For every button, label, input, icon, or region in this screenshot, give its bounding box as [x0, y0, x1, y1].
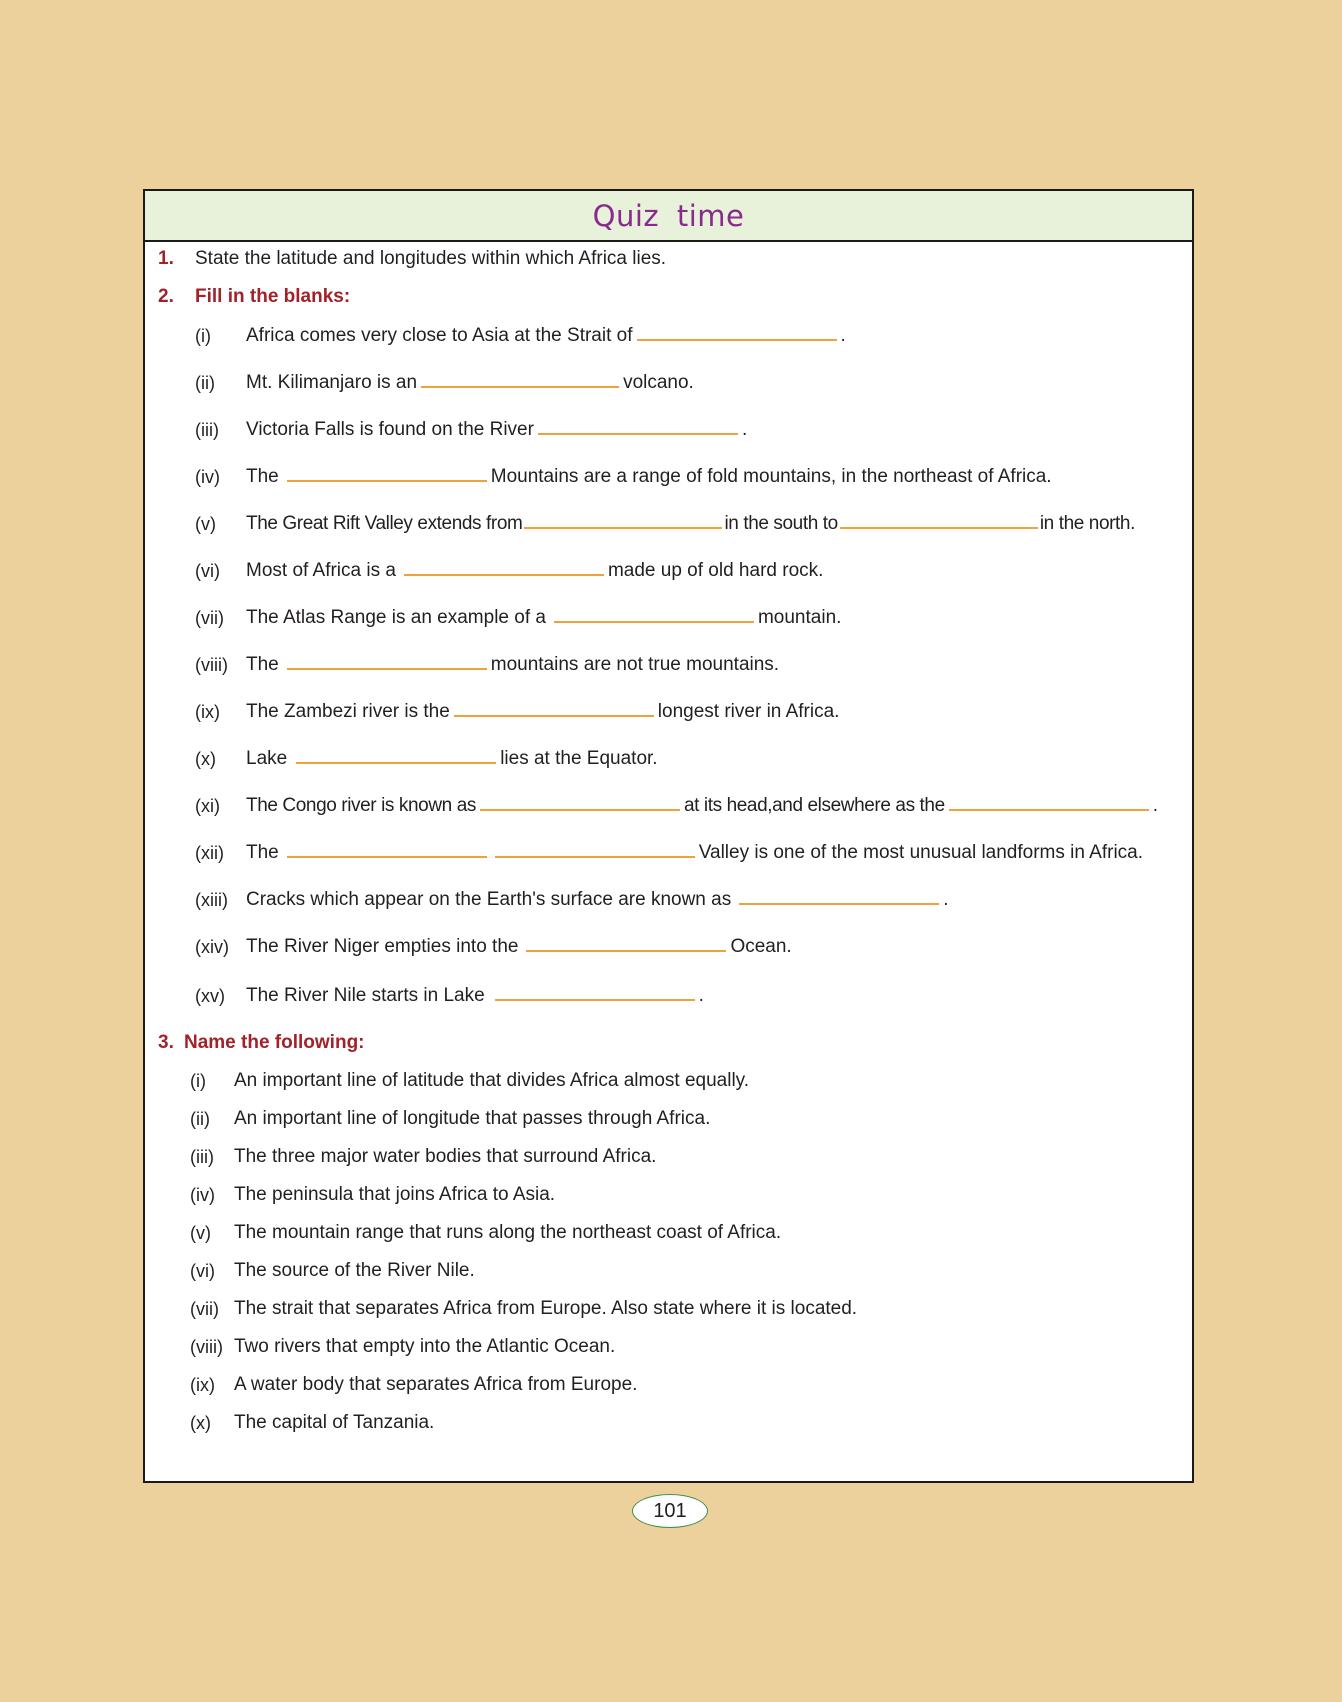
- fb-item: Africa comes very close to Asia at the Strait of .: [246, 325, 846, 346]
- fb-roman: (xiii): [195, 890, 228, 910]
- fb-roman: (iv): [195, 467, 220, 487]
- nf-item: An important line of longitude that passes through Africa.: [234, 1108, 711, 1129]
- quiz-title: Quiz time: [592, 198, 745, 233]
- fb-roman: (x): [195, 749, 216, 769]
- fb-item: Most of Africa is a made up of old hard rock.: [246, 560, 824, 581]
- fb-item: The Great Rift Valley extends from in the south to in the north.: [246, 513, 1135, 534]
- fb-roman: (ix): [195, 702, 220, 722]
- fb-item: The Congo river is known as at its head,and elsewhere as the .: [246, 795, 1158, 816]
- blank-line[interactable]: [287, 652, 487, 670]
- nf-item: The capital of Tanzania.: [234, 1412, 435, 1433]
- blank-line[interactable]: [554, 605, 754, 623]
- fb-item: The Valley is one of the most unusual landforms in Africa.: [246, 842, 1144, 863]
- fb-roman: (vi): [195, 561, 220, 581]
- nf-roman: (iv): [190, 1185, 215, 1205]
- blank-line[interactable]: [296, 746, 496, 764]
- blank-line[interactable]: [739, 887, 939, 905]
- quiz-content: [145, 242, 1192, 1481]
- nf-item: The strait that separates Africa from Europe. Also state where it is located.: [234, 1298, 858, 1319]
- q3-heading: Name the following:: [184, 1032, 365, 1053]
- nf-roman: (i): [190, 1071, 206, 1091]
- blank-line[interactable]: [538, 417, 738, 435]
- fb-roman: (ii): [195, 373, 215, 393]
- fb-roman: (vii): [195, 608, 224, 628]
- blank-line[interactable]: [454, 699, 654, 717]
- blank-line[interactable]: [840, 511, 1038, 529]
- nf-item: The three major water bodies that surround Africa.: [234, 1146, 657, 1167]
- blank-line[interactable]: [421, 370, 619, 388]
- quiz-box: [143, 189, 1194, 1483]
- nf-item: Two rivers that empty into the Atlantic Ocean.: [234, 1336, 616, 1357]
- fb-roman: (xiv): [195, 937, 229, 957]
- nf-roman: (x): [190, 1413, 211, 1433]
- quiz-header: [145, 191, 1192, 242]
- fb-roman: (iii): [195, 420, 219, 440]
- fb-item: The mountains are not true mountains.: [246, 654, 780, 675]
- nf-roman: (v): [190, 1223, 211, 1243]
- nf-item: A water body that separates Africa from Europe.: [234, 1374, 638, 1395]
- blank-line[interactable]: [495, 840, 695, 858]
- nf-roman: (vii): [190, 1299, 219, 1319]
- blank-line[interactable]: [949, 793, 1149, 811]
- q1-number: 1.: [158, 248, 174, 269]
- q2-heading: Fill in the blanks:: [195, 286, 351, 307]
- fb-roman: (xv): [195, 986, 225, 1006]
- nf-roman: (vi): [190, 1261, 215, 1281]
- fb-item: The Mountains are a range of fold mountains, in the northeast of Africa.: [246, 466, 1052, 487]
- page-number: 101: [632, 1494, 708, 1528]
- fb-roman: (v): [195, 514, 216, 534]
- fb-roman: (i): [195, 326, 211, 346]
- blank-line[interactable]: [526, 934, 726, 952]
- nf-roman: (viii): [190, 1337, 223, 1357]
- blank-line[interactable]: [495, 983, 695, 1001]
- fb-item: Mt. Kilimanjaro is an volcano.: [246, 372, 694, 393]
- nf-item: The peninsula that joins Africa to Asia.: [234, 1184, 556, 1205]
- nf-item: The mountain range that runs along the northeast coast of Africa.: [234, 1222, 782, 1243]
- q1-text: State the latitude and longitudes within which Africa lies.: [195, 248, 667, 269]
- fb-roman: (xi): [195, 796, 220, 816]
- nf-item: The source of the River Nile.: [234, 1260, 475, 1281]
- fb-item: Lake lies at the Equator.: [246, 748, 658, 769]
- q2-number: 2.: [158, 286, 174, 307]
- fb-item: The Atlas Range is an example of a mountain.: [246, 607, 842, 628]
- blank-line[interactable]: [404, 558, 604, 576]
- q3-number: 3.: [158, 1032, 174, 1053]
- nf-roman: (ix): [190, 1375, 215, 1395]
- fb-roman: (xii): [195, 843, 224, 863]
- fb-item: Victoria Falls is found on the River .: [246, 419, 748, 440]
- fb-item: The River Nile starts in Lake .: [246, 985, 704, 1006]
- fb-roman: (viii): [195, 655, 228, 675]
- blank-line[interactable]: [524, 511, 722, 529]
- nf-roman: (ii): [190, 1109, 210, 1129]
- fb-item: Cracks which appear on the Earth's surface are known as .: [246, 889, 949, 910]
- nf-roman: (iii): [190, 1147, 214, 1167]
- blank-line[interactable]: [480, 793, 680, 811]
- fb-item: The River Niger empties into the Ocean.: [246, 936, 792, 957]
- nf-item: An important line of latitude that divides Africa almost equally.: [234, 1070, 750, 1091]
- blank-line[interactable]: [287, 464, 487, 482]
- blank-line[interactable]: [287, 840, 487, 858]
- fb-item: The Zambezi river is the longest river in Africa.: [246, 701, 840, 722]
- blank-line[interactable]: [637, 323, 837, 341]
